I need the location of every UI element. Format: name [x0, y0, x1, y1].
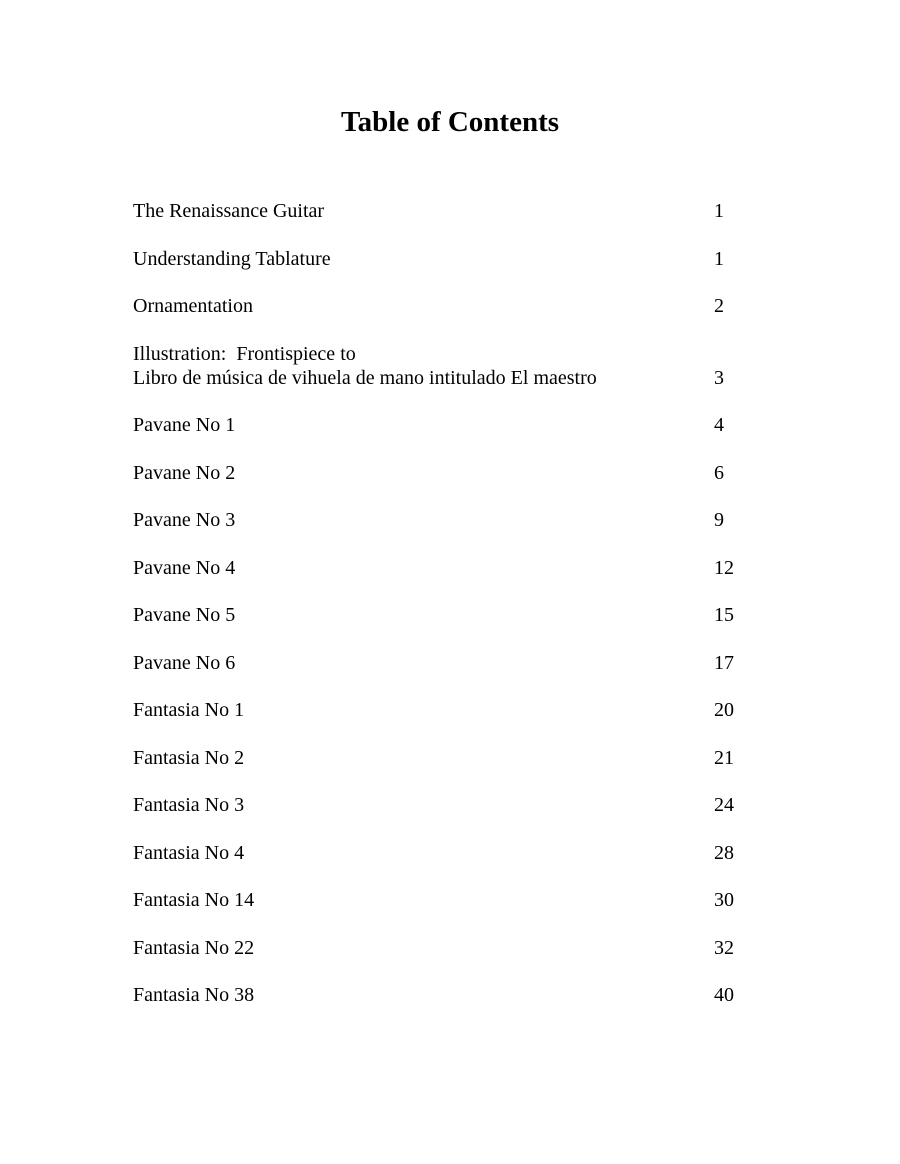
toc-entry-title-line: Fantasia No 22	[133, 936, 255, 959]
toc-entry-title	[133, 413, 703, 437]
toc-entry-title	[133, 888, 703, 912]
toc-entry	[133, 983, 773, 1007]
toc-entry-title-line: Libro de música de vihuela de mano intitulado El maestro	[133, 366, 597, 389]
toc-entry	[133, 199, 773, 223]
toc-entry-title-line: The Renaissance Guitar	[133, 200, 325, 222]
toc-entry-page-number: 6	[714, 461, 724, 484]
toc-entry	[133, 342, 773, 390]
toc-entry-title	[133, 508, 703, 532]
toc-entry-title-line: Fantasia No 2	[133, 746, 245, 769]
toc-entry-title	[133, 199, 703, 223]
toc-entry	[133, 793, 773, 817]
toc-entry-title-line: Pavane No 2	[133, 461, 236, 484]
toc-entry-title-line: Ornamentation	[133, 295, 253, 317]
toc-entry-title-line: Fantasia No 3	[133, 794, 245, 816]
toc-entry-page-number: 4	[714, 414, 724, 436]
toc-entry	[133, 603, 773, 627]
toc-entry-page-number: 9	[714, 509, 724, 531]
toc-entry-page-number: 28	[714, 841, 734, 864]
toc-entry-title-line: Pavane No 6	[133, 651, 236, 674]
toc-entry-title	[133, 651, 703, 675]
toc-entry-title-line: Pavane No 1	[133, 414, 236, 436]
toc-entry-page-number: 40	[714, 984, 734, 1006]
toc-entry	[133, 247, 773, 271]
toc-entry	[133, 413, 773, 437]
toc-entry-title-line: Pavane No 5	[133, 604, 236, 626]
toc-entry-title	[133, 936, 703, 960]
toc-entry-page-number: 1	[714, 247, 724, 270]
toc-entry	[133, 651, 773, 675]
toc-entry-title	[133, 247, 703, 271]
toc-entry-page-number: 24	[714, 794, 734, 816]
toc-entry-title	[133, 746, 703, 770]
toc-entry-page-number: 2	[714, 295, 724, 317]
toc-entry-title-line: Illustration: Frontispiece to	[133, 342, 356, 365]
toc-entry-page-number: 3	[714, 366, 724, 389]
toc-entry-page-number: 30	[714, 889, 734, 911]
toc-entry-title	[133, 556, 703, 580]
toc-entry-title	[133, 461, 703, 485]
toc-entry-title-line: Fantasia No 14	[133, 889, 255, 911]
toc-entry	[133, 294, 773, 318]
toc-entry-title	[133, 841, 703, 865]
toc-entry-title	[133, 983, 703, 1007]
toc-entry	[133, 841, 773, 865]
toc-entry	[133, 888, 773, 912]
toc-entry-title	[133, 294, 703, 318]
table-of-contents	[133, 199, 773, 1031]
page-title: Table of Contents	[340, 106, 560, 138]
toc-entry	[133, 556, 773, 580]
toc-entry-page-number: 15	[714, 604, 734, 626]
toc-entry-title-line: Fantasia No 4	[133, 841, 245, 864]
toc-entry-title	[133, 603, 703, 627]
toc-entry-title-line: Understanding Tablature	[133, 247, 331, 270]
toc-entry-title-line: Fantasia No 38	[133, 984, 255, 1006]
toc-entry-page-number: 17	[714, 651, 734, 674]
toc-entry-page-number: 12	[714, 556, 734, 579]
toc-entry-page-number: 21	[714, 746, 734, 769]
toc-entry-page-number: 20	[714, 699, 734, 721]
toc-entry-page-number: 32	[714, 936, 734, 959]
toc-entry-title-line: Fantasia No 1	[133, 699, 245, 721]
toc-entry-title	[133, 698, 703, 722]
toc-entry-title-line: Pavane No 3	[133, 509, 236, 531]
toc-entry	[133, 461, 773, 485]
toc-entry-page-number: 1	[714, 200, 724, 222]
toc-entry-title	[133, 793, 703, 817]
toc-entry	[133, 936, 773, 960]
toc-entry-title-line: Pavane No 4	[133, 556, 236, 579]
toc-entry-title	[133, 342, 703, 390]
toc-entry	[133, 698, 773, 722]
toc-entry	[133, 508, 773, 532]
toc-entry	[133, 746, 773, 770]
